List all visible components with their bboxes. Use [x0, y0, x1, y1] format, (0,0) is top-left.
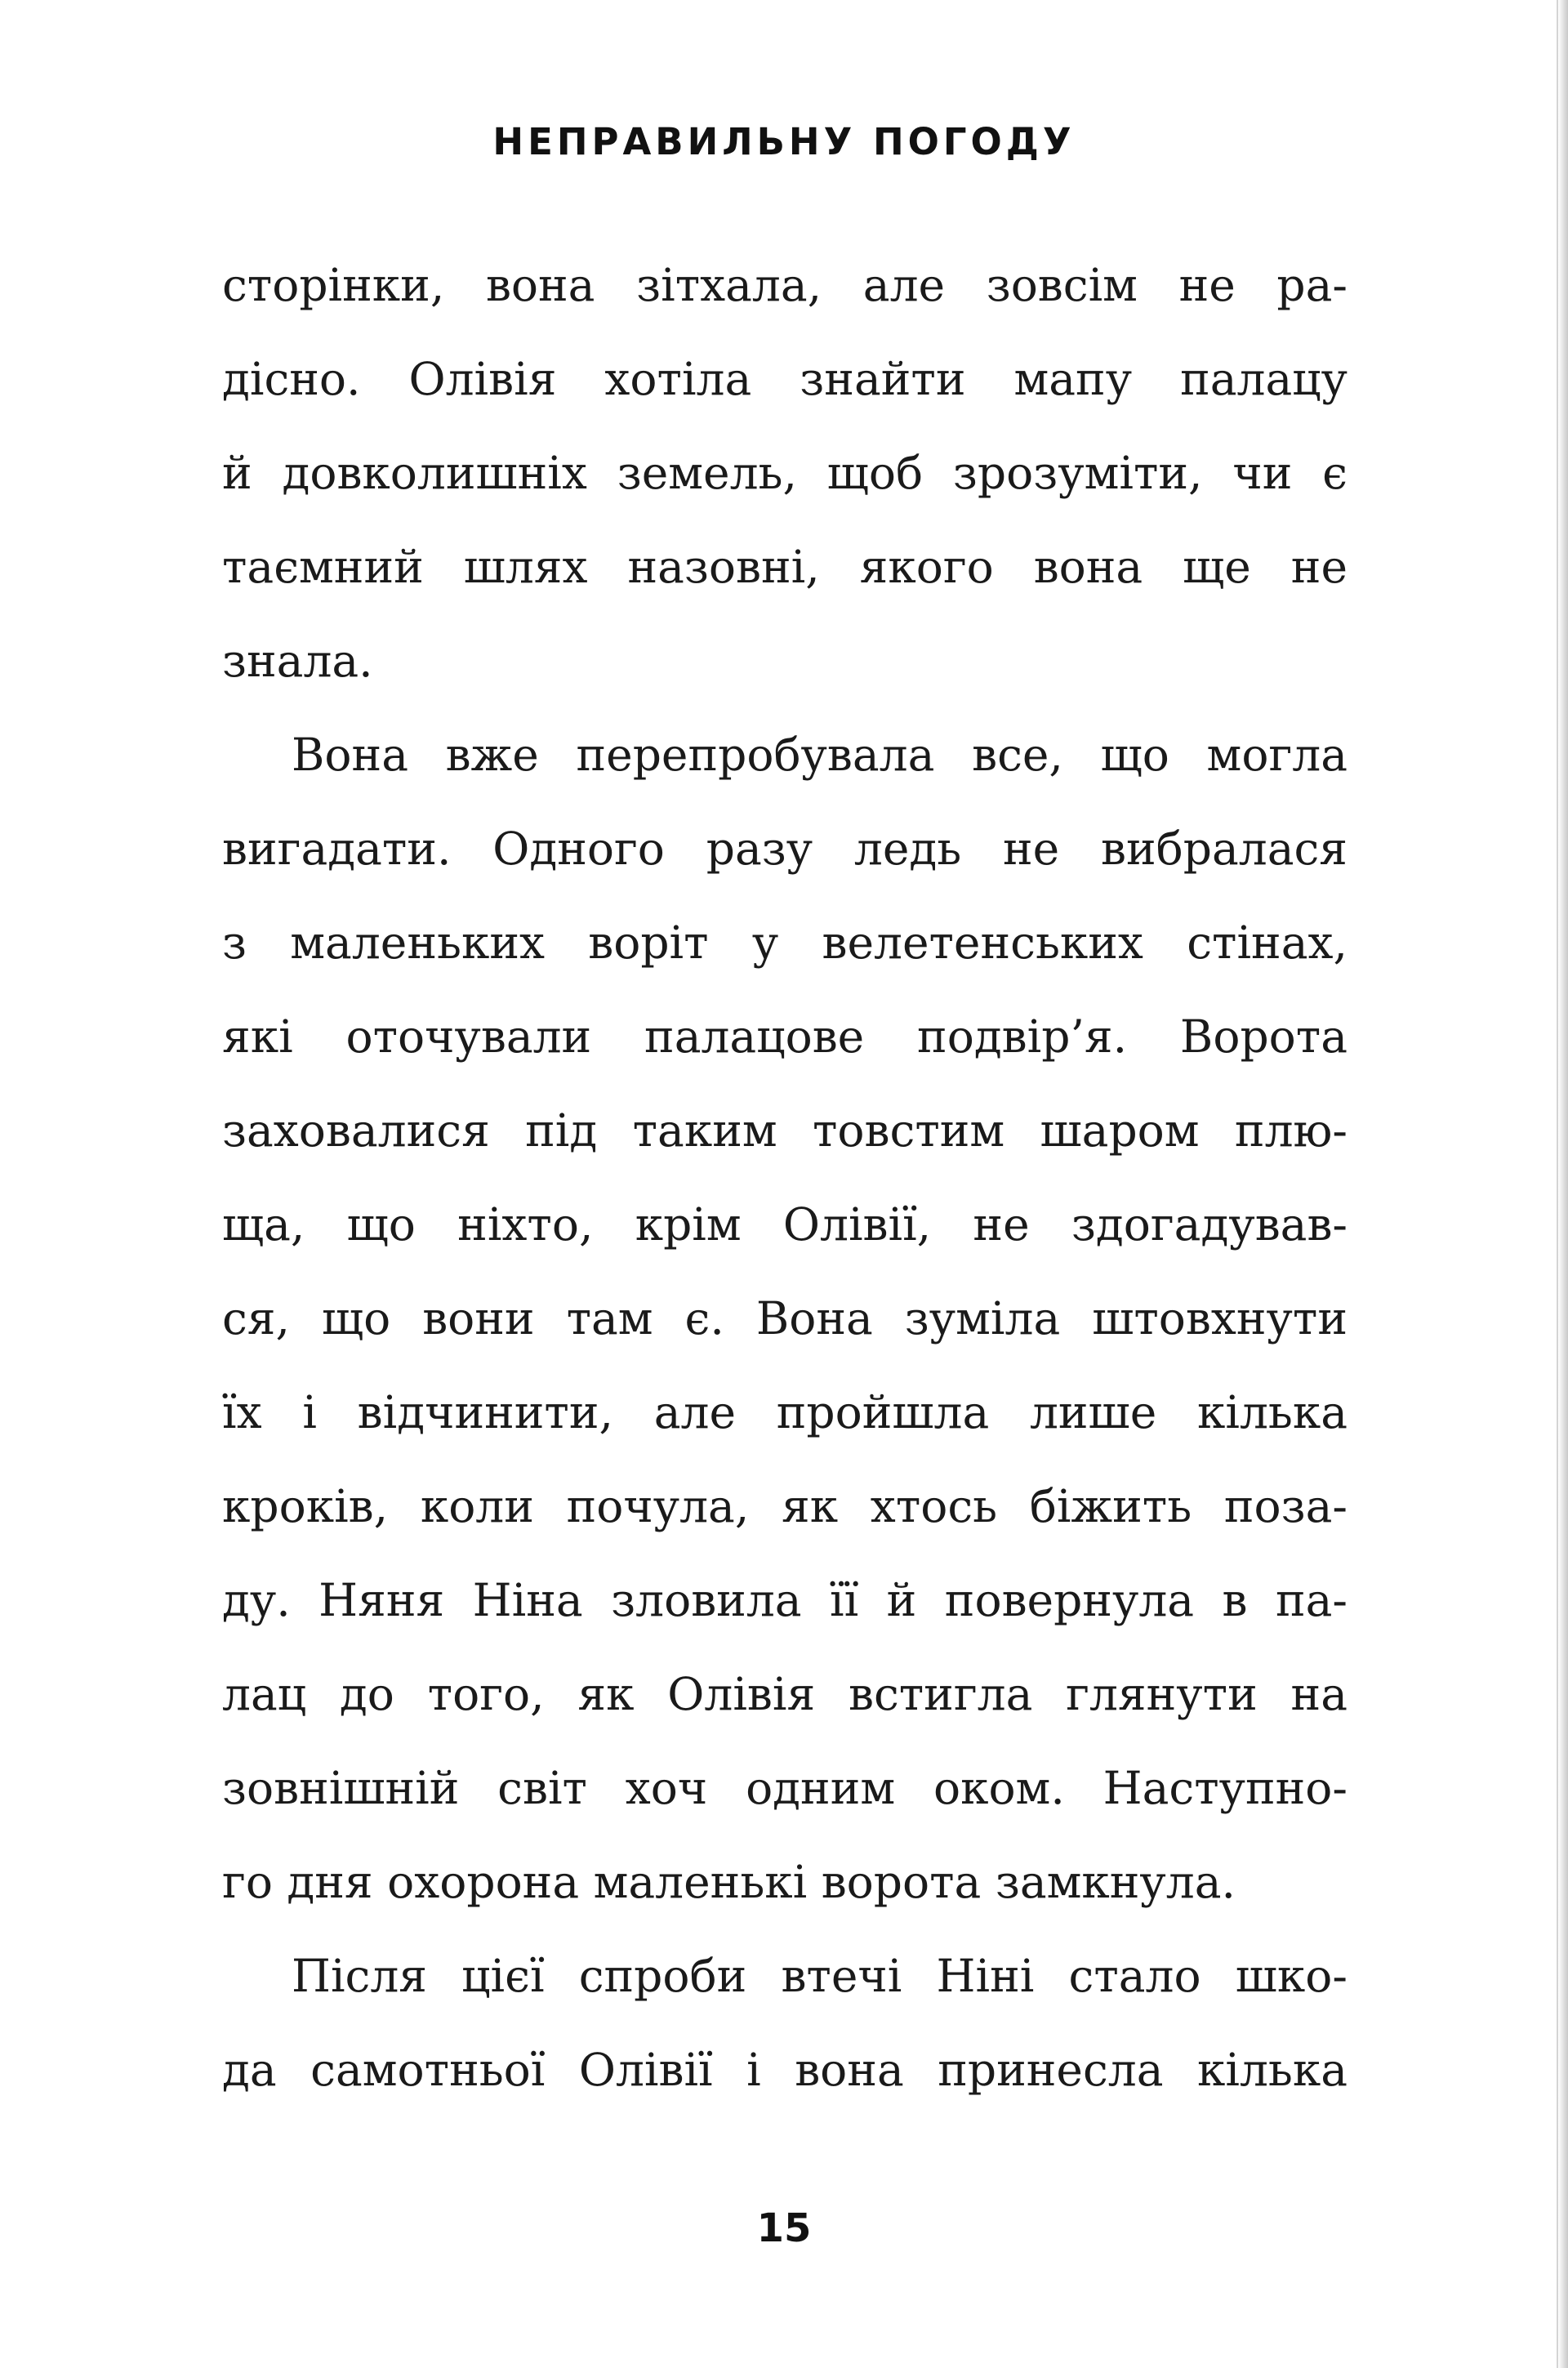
text-line: вигадати. Одного разу ледь не вибралася	[222, 823, 1348, 875]
running-head: НЕПРАВИЛЬНУ ПОГОДУ	[492, 120, 1076, 163]
text-line: їх і відчинити, але пройшла лише кілька	[222, 1386, 1348, 1438]
text-line: й довколишніх земель, щоб зрозуміти, чи є	[222, 447, 1348, 499]
text-line: заховалися під таким товстим шаром плю-	[222, 1104, 1348, 1157]
text-line: лац до того, як Олівія встигла глянути на	[222, 1668, 1348, 1720]
text-line: зовнішній світ хоч одним оком. Наступно-	[222, 1762, 1348, 1814]
text-line: да самотньої Олівії і вона принесла кілька	[222, 2044, 1348, 2096]
text-line: знала.	[222, 635, 373, 687]
body-text	[222, 239, 1348, 2117]
text-line: сторінки, вона зітхала, але зовсім не ра-	[222, 259, 1348, 311]
text-line: які оточували палацове подвір’я. Ворота	[222, 1010, 1348, 1063]
text-line: го дня охорона маленькі ворота замкнула.	[222, 1856, 1236, 1908]
text-line: ща, що ніхто, крім Олівії, не здогадував-	[222, 1198, 1348, 1251]
page-edge-shadow	[1558, 0, 1568, 2368]
text-line: з маленьких воріт у велетенських стінах,	[222, 916, 1348, 969]
text-line: кроків, коли почула, як хтось біжить поза-	[222, 1480, 1348, 1532]
paragraph-first-line: Після цієї спроби втечі Ніні стало шко-	[292, 1950, 1348, 2002]
text-line: таємний шлях назовні, якого вона ще не	[222, 541, 1348, 593]
text-line: ду. Няня Ніна зловила її й повернула в па-	[222, 1574, 1348, 1626]
page-number: 15	[756, 2205, 812, 2251]
paragraph-first-line: Вона вже перепробувала все, що могла	[292, 729, 1348, 781]
text-line: дісно. Олівія хотіла знайти мапу палацу	[222, 353, 1348, 405]
text-line: ся, що вони там є. Вона зуміла штовхнути	[222, 1292, 1348, 1345]
